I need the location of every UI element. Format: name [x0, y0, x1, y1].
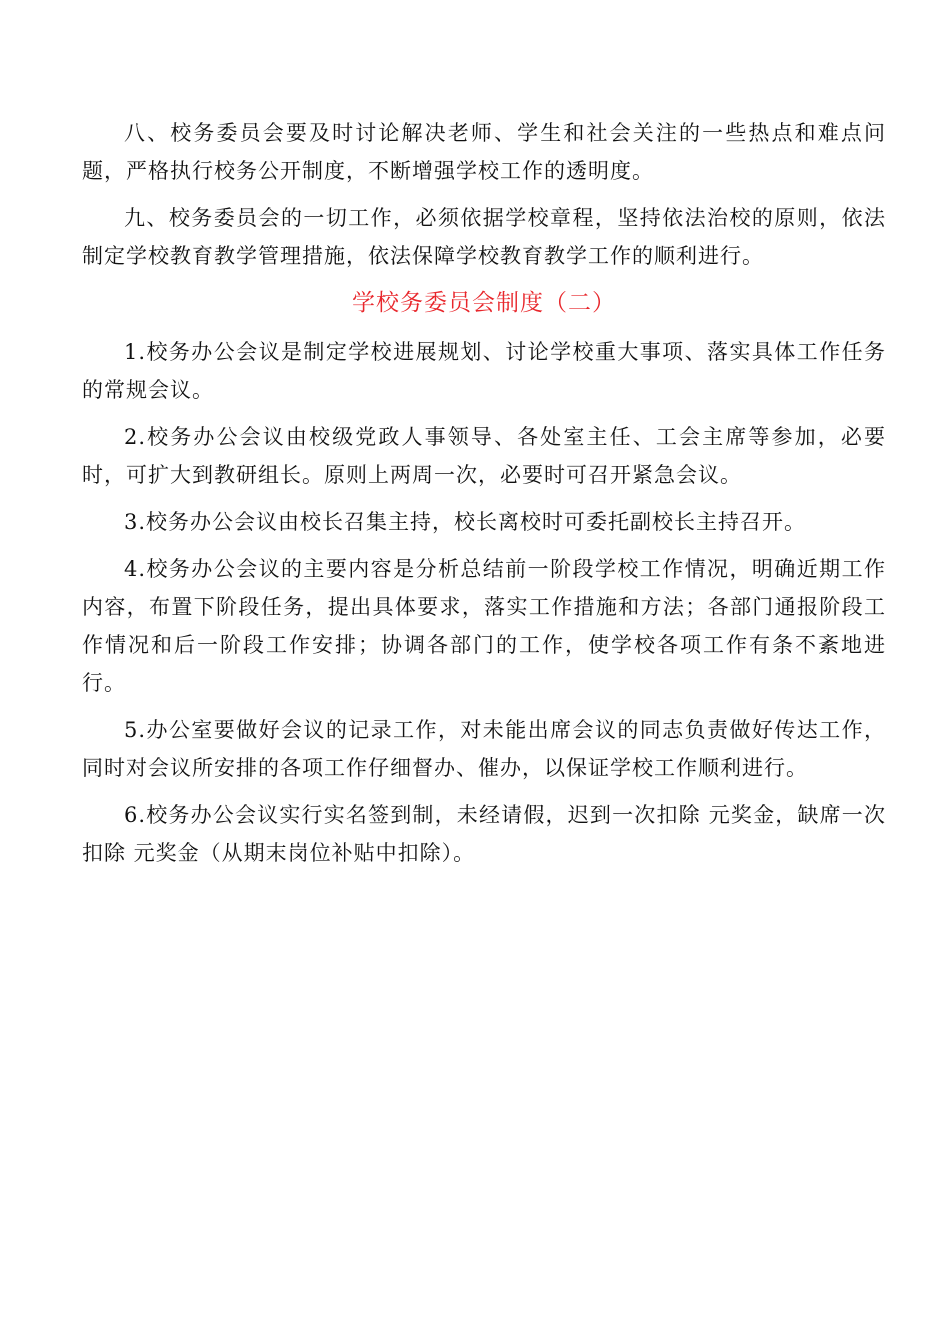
paragraph-nine: 九、校务委员会的一切工作，必须依据学校章程，坚持依法治校的原则，依法制定学校教育教学管理措施，依法保障学校教育教学工作的顺利进行。	[82, 206, 886, 268]
section-title: 学校务委员会制度（二）	[352, 290, 616, 316]
numbered-paragraph-6: 6.校务办公会议实行实名签到制，未经请假，迟到一次扣除 元奖金，缺席一次扣除 元奖金（从期末岗位补贴中扣除）。	[82, 803, 886, 865]
numbered-paragraph-3: 3.校务办公会议由校长召集主持，校长离校时可委托副校长主持召开。	[124, 510, 807, 534]
paragraph-eight: 八、校务委员会要及时讨论解决老师、学生和社会关注的一些热点和难点问题，严格执行校务公开制度，不断增强学校工作的透明度。	[82, 121, 886, 183]
numbered-paragraph-4: 4.校务办公会议的主要内容是分析总结前一阶段学校工作情况，明确近期工作内容，布置下阶段任务，提出具体要求，落实工作措施和方法；各部门通报阶段工作情况和后一阶段工作安排；协调各部门的工作，使学校各项工作有条不紊地进行。	[82, 557, 886, 695]
numbered-paragraph-1: 1.校务办公会议是制定学校进展规划、讨论学校重大事项、落实具体工作任务的常规会议。	[82, 340, 886, 402]
numbered-paragraph-5: 5.办公室要做好会议的记录工作，对未能出席会议的同志负责做好传达工作，同时对会议所安排的各项工作仔细督办、催办，以保证学校工作顺利进行。	[82, 718, 886, 780]
numbered-paragraph-2: 2.校务办公会议由校级党政人事领导、各处室主任、工会主席等参加，必要时，可扩大到教研组长。原则上两周一次，必要时可召开紧急会议。	[82, 425, 886, 487]
document-body	[82, 114, 886, 872]
